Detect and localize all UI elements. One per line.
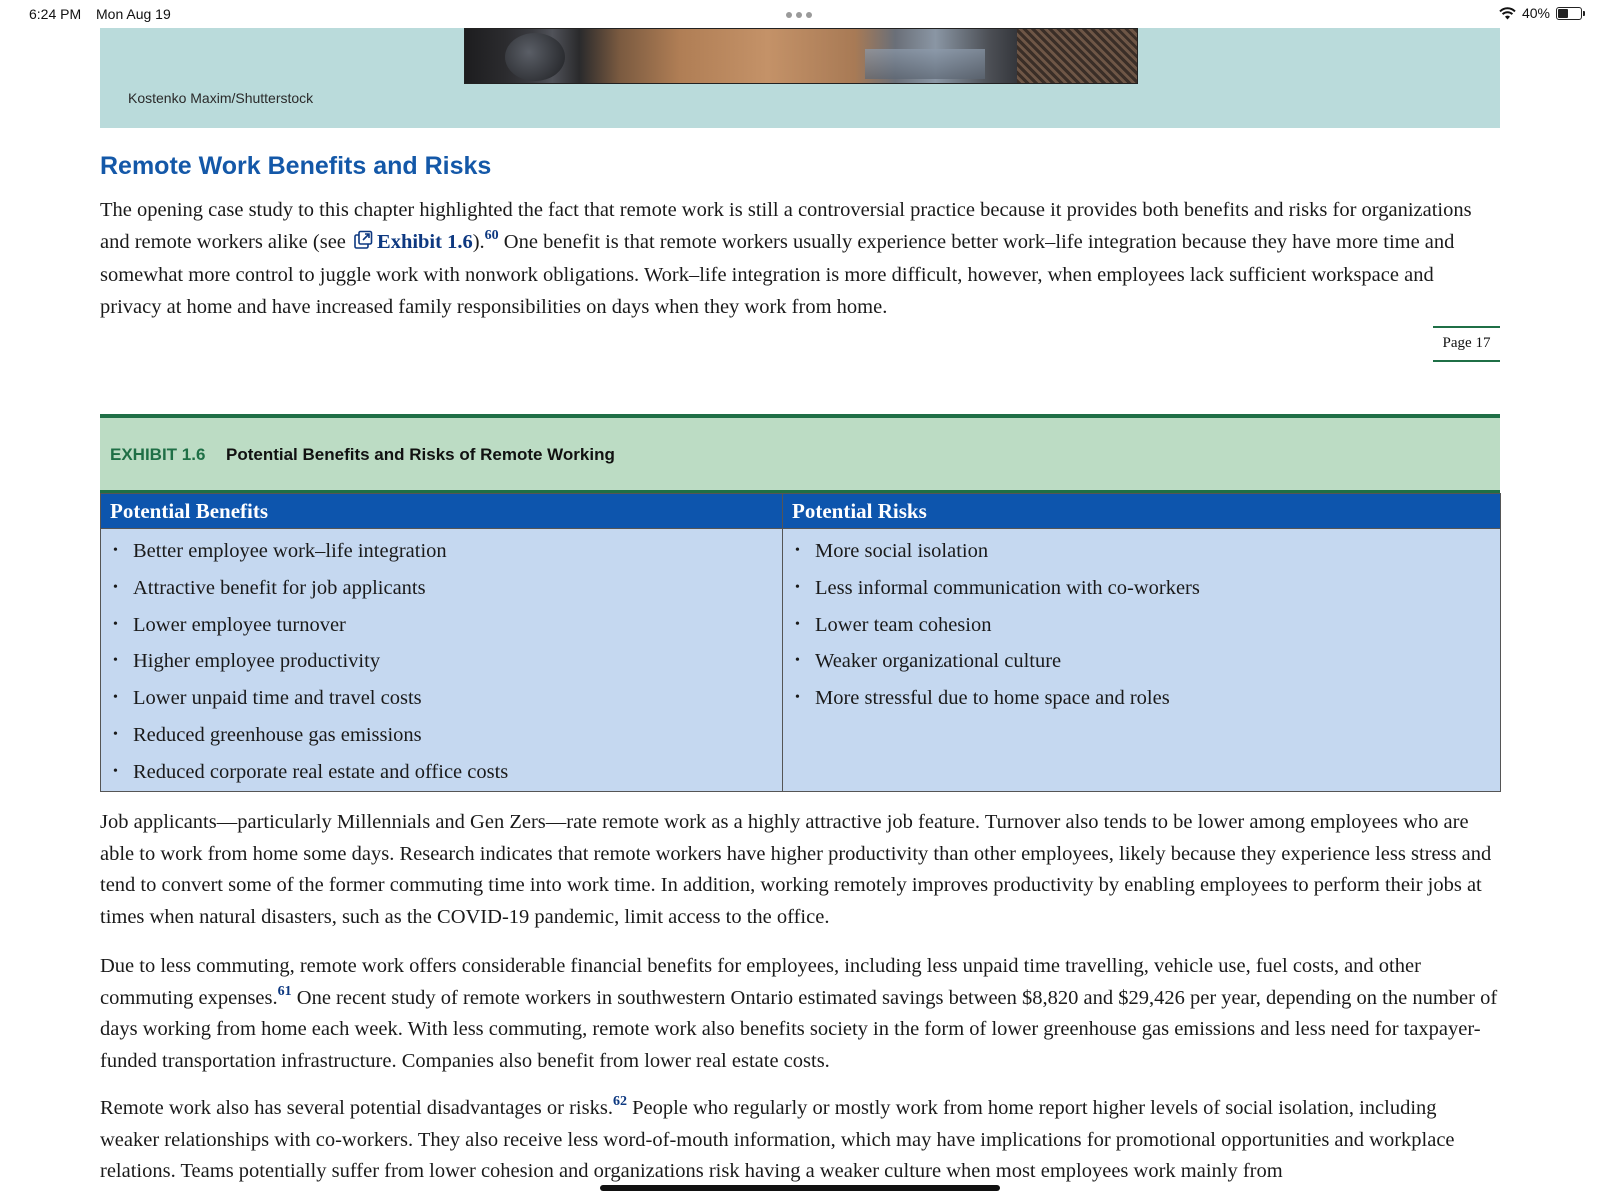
risk-item: • More social isolation: [795, 533, 1500, 570]
intro-paragraph: [100, 195, 1500, 323]
benefit-item: • Attractive benefit for job applicants: [113, 570, 782, 607]
risk-item: • Weaker organizational culture: [795, 643, 1500, 680]
footnote-62[interactable]: 62: [612, 1094, 627, 1109]
benefit-item: • Reduced corporate real estate and office costs: [113, 754, 782, 791]
benefits-cell: [101, 529, 783, 792]
exhibit-number: EXHIBIT 1.6: [110, 445, 206, 464]
body-paragraph-1: Job applicants—particularly Millennials and Gen Zers—rate remote work as a highly attractive job feature. Turnover also tends to be lower among employees who are able to work from home some days. Research indicates that remote workers have higher productivity than other employees, likely because they experience less stress and tend to convert some of the former commuting time into work time. In addition, working remotely improves productivity by enabling employees to perform their jobs at times when natural disasters, such as the COVID-19 pandemic, limit access to the office.: [100, 811, 1492, 928]
p3-text-end: People who regularly or mostly work from home report higher levels of social isolation, including weaker relationships with co-workers. They also receive less word-of-mouth information, which may have implications for promotional opportunities and workplace relations. Teams potentially suffer from lower cohesion and organizations risk having a weaker culture when most employees work mainly from: [100, 1097, 1455, 1182]
p3-text-start: Remote work also has several potential disadvantages or risks.: [100, 1097, 613, 1119]
battery-icon: [1556, 7, 1582, 20]
risk-item: • Less informal communication with co-workers: [795, 570, 1500, 607]
footnote-60[interactable]: 60: [484, 227, 499, 243]
intro-text-start: The opening case study to this chapter highlighted the fact that remote work is still a controversial practice because it provides both benefits and risks for organizations and remote workers alike (see: [100, 199, 1472, 253]
risks-cell: [783, 529, 1501, 792]
exhibit-title: Potential Benefits and Risks of Remote Working: [226, 445, 615, 464]
status-bar: [0, 0, 1600, 28]
risks-column-header: Potential Risks: [783, 494, 1501, 529]
multitasking-dots-icon[interactable]: [786, 12, 812, 18]
risk-item: • More stressful due to home space and roles: [795, 680, 1500, 717]
footnote-61[interactable]: 61: [277, 983, 292, 999]
exhibit-header: [100, 414, 1500, 493]
p2-text-start: Due to less commuting, remote work offers considerable financial benefits for employees, including less unpaid time travelling, vehicle use, fuel costs, and other commuting expenses.: [100, 955, 1421, 1009]
p2-text-end: One recent study of remote workers in southwestern Ontario estimated savings between $8,820 and $29,426 per year, depending on the number of days working from home each week. With less commuting, remote work also benefits society in the form of lower greenhouse gas emissions and less need for taxpayer-funded transportation infrastructure. Companies also benefit from lower real estate costs.: [100, 986, 1498, 1072]
intro-text-end: One benefit is that remote workers usually experience better work–life integration because they have more time and somewhat more control to juggle work with nonwork obligations. Work–life integration is more difficult, however, when employees lack sufficient workspace and privacy at home and have increased family responsibilities on days when they work from home.: [100, 230, 1455, 318]
intro-close-paren: ).: [472, 230, 485, 253]
figure-panel: [100, 28, 1500, 128]
benefits-column-header: Potential Benefits: [101, 494, 783, 529]
body-paragraph-3: [100, 1093, 1500, 1188]
exhibit-1-6: [100, 414, 1500, 792]
benefits-list: [101, 533, 782, 791]
exhibit-table: [100, 493, 1501, 792]
figure-photo: [464, 28, 1138, 84]
benefit-item: • Higher employee productivity: [113, 643, 782, 680]
benefit-item: • Lower employee turnover: [113, 607, 782, 644]
status-indicators: [1499, 5, 1582, 21]
home-indicator[interactable]: [600, 1185, 1000, 1191]
photo-credit: Kostenko Maxim/Shutterstock: [128, 90, 314, 106]
benefit-item: • Better employee work–life integration: [113, 533, 782, 570]
external-link-icon[interactable]: [353, 229, 373, 261]
exhibit-1-6-link[interactable]: Exhibit 1.6: [377, 230, 473, 253]
wifi-icon: [1499, 7, 1516, 20]
risk-item: • Lower team cohesion: [795, 607, 1500, 644]
status-date: Mon Aug 19: [96, 6, 171, 22]
benefit-item: • Lower unpaid time and travel costs: [113, 680, 782, 717]
section-heading: Remote Work Benefits and Risks: [100, 152, 492, 180]
page-marker: Page 17: [1433, 326, 1500, 362]
battery-fill: [1558, 9, 1568, 18]
benefit-item: • Reduced greenhouse gas emissions: [113, 717, 782, 754]
status-time: 6:24 PM: [29, 6, 82, 22]
battery-percent: 40%: [1521, 5, 1550, 21]
body-paragraph-2: [100, 951, 1500, 1077]
risks-list: [783, 533, 1500, 717]
